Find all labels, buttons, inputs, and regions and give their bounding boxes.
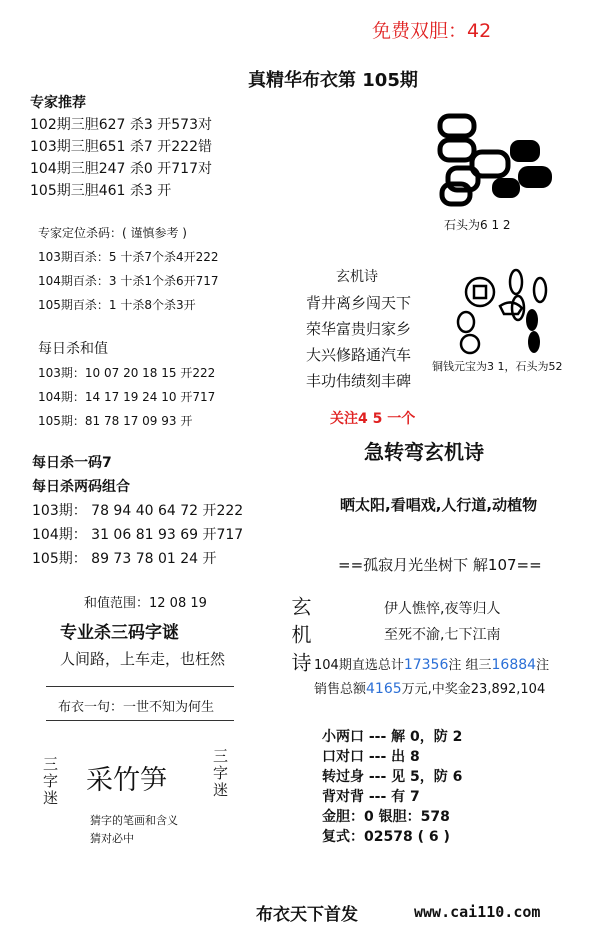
tip-line: 金胆：0 银胆：578 <box>322 809 450 825</box>
sales-line-2 <box>314 678 545 697</box>
sum-line: 104期：14 17 19 24 10 开717 <box>38 390 216 404</box>
sales-text: 注 组三 <box>448 658 492 673</box>
stone-picture <box>430 112 560 212</box>
riddle-title: 专业杀三码字谜 <box>60 623 179 643</box>
riddle-hint: 猜字的笔画和含义 <box>90 814 178 827</box>
sales-line-1 <box>314 654 549 673</box>
riddle-text: 人间路，上车走，也枉然 <box>60 650 226 668</box>
poem-line: 背井离乡闯天下 <box>306 294 412 312</box>
poem-title: 玄机诗 <box>336 269 378 285</box>
xuanji-line: 至死不渝,七下江南 <box>384 627 501 643</box>
kill-two-line: 104期： 31 06 81 93 69 开717 <box>32 527 244 543</box>
focus: 关注4 5 一个 <box>330 411 416 427</box>
tip-line: 转过身 --- 见 5，防 6 <box>322 769 463 785</box>
kill-one: 每日杀一码7 <box>32 455 112 471</box>
three-riddle-right: 三字迷 <box>211 748 229 799</box>
expert-line: 105期三胆461 杀3 开 <box>30 183 172 199</box>
xuanji-line: 伊人憔悴,夜等归人 <box>384 601 501 617</box>
sales-amount: 4165 <box>366 681 402 697</box>
position-line: 105期百杀：1 十杀8个杀3开 <box>38 298 196 312</box>
footer-site-link[interactable]: www.cai110.com <box>414 903 541 921</box>
riddle-hint: 猜对必中 <box>90 832 134 845</box>
riddle-main: 采竹笋 <box>86 765 167 796</box>
sum-title: 每日杀和值 <box>38 341 108 357</box>
three-riddle-left: 三字迷 <box>41 756 59 807</box>
sales-text: 销售总额 <box>314 682 367 697</box>
sum-line: 105期：81 78 17 09 93 开 <box>38 414 193 428</box>
footer-brand: 布衣天下首发 <box>256 905 358 925</box>
tip-line: 小两口 --- 解 0，防 2 <box>322 729 463 745</box>
poem-line: 丰功伟绩刻丰碑 <box>306 372 412 390</box>
lonely: ==孤寂月光坐树下 解107== <box>338 556 542 574</box>
coin-picture <box>456 268 556 356</box>
page-title: 真精华布衣第 105期 <box>248 70 418 91</box>
buyi-say: 布衣一句：一世不知为何生 <box>58 700 215 715</box>
expert-line: 104期三胆247 杀0 开717对 <box>30 161 212 177</box>
sales-text: 万元,中奖金23,892,104 <box>401 682 546 697</box>
stone-caption: 石头为6 1 2 <box>444 218 511 232</box>
direct-total: 17356 <box>403 657 449 673</box>
kill-two-line: 103期： 78 94 40 64 72 开222 <box>32 503 244 519</box>
position-title: 专家定位杀码：( 谨慎参考 ) <box>38 226 187 240</box>
free-pick: 免费双胆：42 <box>372 20 492 42</box>
poem-line: 大兴修路通汽车 <box>306 346 412 364</box>
expert-line: 102期三胆627 杀3 开573对 <box>30 117 212 133</box>
poem-line: 荣华富贵归家乡 <box>306 320 412 338</box>
position-line: 103期百杀：5 十杀7个杀4开222 <box>38 250 219 264</box>
tip-line: 背对背 --- 有 7 <box>322 789 420 805</box>
xuanji-vertical: 玄机诗 <box>288 596 312 680</box>
tip-line: 复式：02578 ( 6 ) <box>322 829 450 845</box>
kill-two-title: 每日杀两码组合 <box>32 479 130 495</box>
turn-text: 晒太阳,看唱戏,人行道,动植物 <box>340 496 538 514</box>
position-line: 104期百杀：3 十杀1个杀6开717 <box>38 274 219 288</box>
expert-line: 103期三胆651 杀7 开222错 <box>30 139 212 155</box>
group3-total: 16884 <box>491 657 537 673</box>
coin-caption: 铜钱元宝为3 1，石头为52 <box>432 360 563 373</box>
divider <box>46 686 234 687</box>
kill-two-line: 105期： 89 73 78 01 24 开 <box>32 551 217 567</box>
sum-range: 和值范围：12 08 19 <box>84 596 207 611</box>
sales-text: 注 <box>536 658 550 673</box>
sales-text: 104期直选总计 <box>314 658 404 673</box>
turn-title: 急转弯玄机诗 <box>364 440 484 464</box>
sum-line: 103期：10 07 20 18 15 开222 <box>38 366 216 380</box>
divider <box>46 720 234 721</box>
expert-title: 专家推荐 <box>30 95 86 111</box>
tip-line: 口对口 --- 出 8 <box>322 749 420 765</box>
